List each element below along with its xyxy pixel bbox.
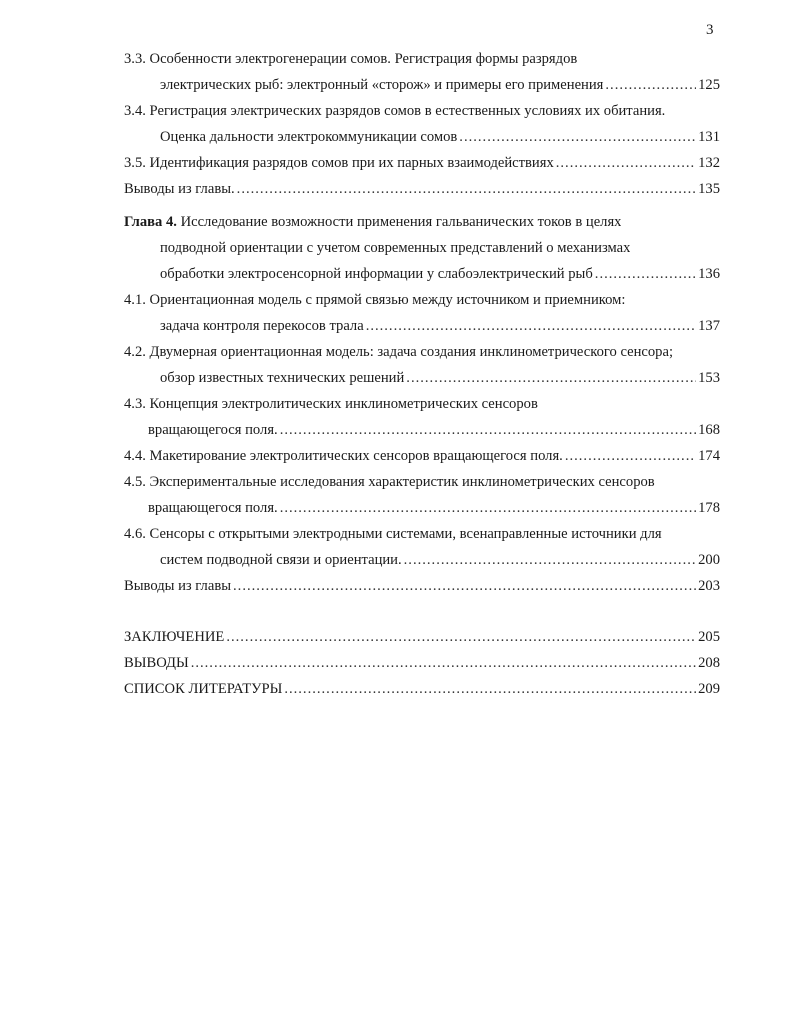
toc-entry-4-1-line2	[160, 317, 720, 335]
toc-page-ref: 205	[698, 629, 720, 645]
toc-page-ref: 174	[698, 448, 720, 464]
toc-entry-text: систем подводной связи и ориентации.	[160, 552, 402, 568]
toc-entry-3-3-line2	[160, 76, 720, 94]
leader-dots	[366, 317, 696, 335]
toc-page-ref: 131	[698, 129, 720, 145]
leader-dots	[605, 76, 696, 94]
chapter-label: Глава 4.	[124, 214, 177, 230]
toc-entry-4-5-line1: 4.5. Экспериментальные исследования характеристик инклинометрических сенсоров	[124, 474, 655, 490]
toc-page-ref: 125	[698, 77, 720, 93]
leader-dots	[233, 577, 696, 595]
toc-page-ref: 178	[698, 500, 720, 516]
leader-dots	[280, 421, 696, 439]
toc-entry-text: вращающегося поля.	[148, 500, 278, 516]
leader-dots	[459, 128, 696, 146]
toc-entry-conclusions-ch3	[124, 180, 720, 198]
toc-page-ref: 135	[698, 181, 720, 197]
leader-dots	[406, 369, 696, 387]
toc-page-ref: 200	[698, 552, 720, 568]
toc-entry-conclusion	[124, 628, 720, 646]
leader-dots	[237, 180, 696, 198]
toc-entry-text: 4.4. Макетирование электролитических сенсоров вращающегося поля.	[124, 448, 563, 464]
toc-entry-4-4	[124, 447, 720, 465]
toc-page-ref: 168	[698, 422, 720, 438]
toc-entry-text: обработки электросенсорной информации у слабоэлектрический рыб	[160, 266, 593, 282]
toc-entry-3-4-line1: 3.4. Регистрация электрических разрядов сомов в естественных условиях их обитания.	[124, 103, 666, 119]
leader-dots	[404, 551, 696, 569]
toc-entry-text: 3.5. Идентификация разрядов сомов при их парных взаимодействиях	[124, 155, 554, 171]
toc-page-ref: 136	[698, 266, 720, 282]
toc-entry-text: вращающегося поля.	[148, 422, 278, 438]
toc-page-ref: 153	[698, 370, 720, 386]
toc-page-ref: 208	[698, 655, 720, 671]
toc-chapter-4-line2: подводной ориентации с учетом современных представлений о механизмах	[160, 240, 631, 256]
toc-entry-3-3-line1: 3.3. Особенности электрогенерации сомов. Регистрация формы разрядов	[124, 51, 578, 67]
leader-dots	[284, 680, 696, 698]
toc-entry-4-6-line1: 4.6. Сенсоры с открытыми электродными системами, всенаправленные источники для	[124, 526, 662, 542]
toc-entry-text: обзор известных технических решений	[160, 370, 405, 386]
toc-chapter-4-line3	[160, 265, 720, 283]
leader-dots	[191, 654, 696, 672]
toc-entry-3-5	[124, 154, 720, 172]
toc-entry-4-3-line1: 4.3. Концепция электролитических инклинометрических сенсоров	[124, 396, 538, 412]
toc-page-ref: 209	[698, 681, 720, 697]
toc-entry-text: СПИСОК ЛИТЕРАТУРЫ	[124, 681, 283, 697]
page-number: 3	[706, 22, 714, 38]
toc-page-ref: 203	[698, 578, 720, 594]
toc-entry-text: Оценка дальности электрокоммуникации сомов	[160, 129, 458, 145]
toc-entry-findings	[124, 654, 720, 672]
toc-entry-text: ЗАКЛЮЧЕНИЕ	[124, 629, 225, 645]
toc-entry-text: электрических рыб: электронный «сторож» и примеры его применения	[160, 77, 604, 93]
chapter-title: Исследование возможности применения гальванических токов в целях	[180, 214, 622, 230]
toc-entry-4-1-line1: 4.1. Ориентационная модель с прямой связью между источником и приемником:	[124, 292, 626, 308]
toc-entry-3-4-line2	[160, 128, 720, 146]
leader-dots	[565, 447, 696, 465]
toc-entry-4-2-line2	[160, 369, 720, 387]
toc-entry-4-3-line2	[148, 421, 720, 439]
toc-page-ref: 137	[698, 318, 720, 334]
toc-entry-4-6-line2	[160, 551, 720, 569]
toc-page-ref: 132	[698, 155, 720, 171]
toc-entry-conclusions-ch4	[124, 577, 720, 595]
toc-entry-text: Выводы из главы.	[124, 181, 235, 197]
toc-entry-text: ВЫВОДЫ	[124, 655, 189, 671]
toc-entry-4-2-line1: 4.2. Двумерная ориентационная модель: задача создания инклинометрического сенсора;	[124, 344, 674, 360]
leader-dots	[226, 628, 696, 646]
toc-entry-4-5-line2	[148, 499, 720, 517]
leader-dots	[280, 499, 696, 517]
toc-entry-text: задача контроля перекосов трала	[160, 318, 364, 334]
toc-entry-references	[124, 680, 720, 698]
toc-entry-text: Выводы из главы	[124, 578, 232, 594]
leader-dots	[556, 154, 696, 172]
toc-chapter-4-line1	[124, 213, 621, 231]
leader-dots	[595, 265, 696, 283]
